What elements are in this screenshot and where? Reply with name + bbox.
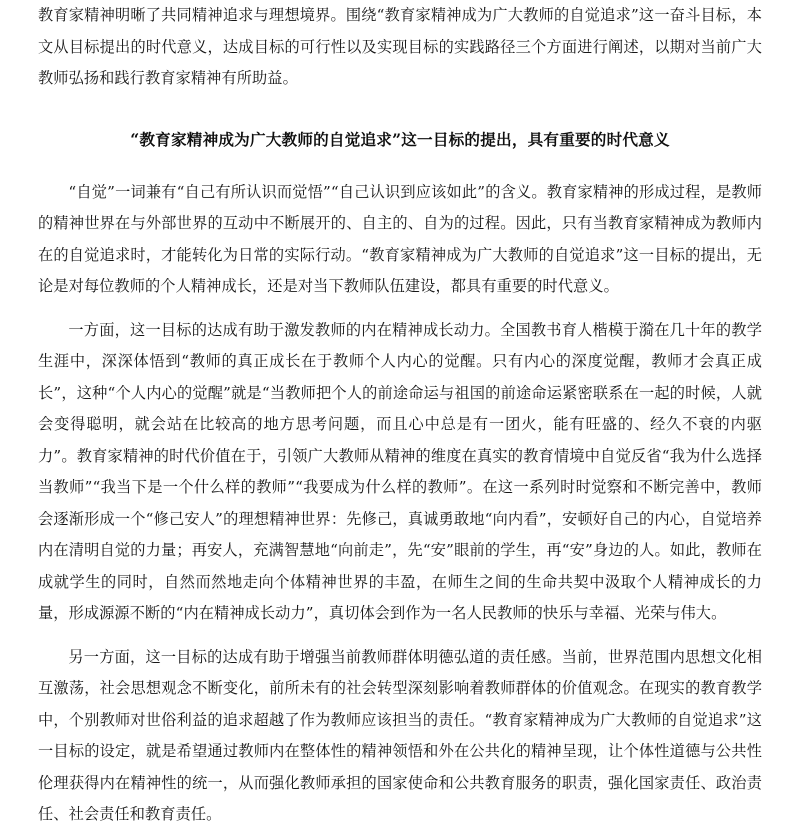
- continued-paragraph: 教育家精神明晰了共同精神追求与理想境界。围绕“教育家精神成为广大教师的自觉追求”这一奋斗目标，本文从目标提出的时代意义，达成目标的可行性以及实现目标的实践路径三个方面进行阐述，以期对当前广大教师弘扬和践行教育家精神有所助益。: [38, 6, 762, 87]
- spacer-after-heading: [38, 155, 762, 177]
- body-paragraph-1: “自觉”一词兼有“自己有所认识而觉悟”“自己认识到应该如此”的含义。教育家精神的形成过程，是教师的精神世界在与外部世界的互动中不断展开的、自主的、自为的过程。因此，只有当教育家精神成为教师内在的自觉追求时，才能转化为日常的实际行动。“教育家精神成为广大教师的自觉追求”这一目标的提出，无论是对每位教师的个人精神成长，还是对当下教师队伍建设，都具有重要的时代意义。: [38, 182, 762, 295]
- spacer-paragraph-2: [38, 630, 762, 642]
- body-paragraph-2: 一方面，这一目标的达成有助于激发教师的内在精神成长动力。全国教书育人楷模于漪在几十年的教学生涯中，深深体悟到“教师的真正成长在于教师个人内心的觉醒。只有内心的深度觉醒，教师才会真正成长”，这种“个人内心的觉醒”就是“当教师把个人的前途命运与祖国的前途命运紧密联系在一起的时候，人就会变得聪明，就会站在比较高的地方思考问题，而且心中总是有一团火，能有旺盛的、经久不衰的内驱力”。教育家精神的时代价值在于，引领广大教师从精神的维度在真实的教育情境中自觉反省“我为什么选择当教师”“我当下是一个什么样的教师”“我要成为什么样的教师”。在这一系列时时觉察和不断完善中，教师会逐渐形成一个“修己安人”的理想精神世界：先修己，真诚勇敢地“向内看”，安顿好自己的内心，自觉培养内在清明自觉的力量；再安人，充满智慧地“向前走”，先“安”眼前的学生，再“安”身边的人。如此，教师在成就学生的同时，自然而然地走向个体精神世界的丰盈，在师生之间的生命共契中汲取个人精神成长的力量，形成源源不断的“内在精神成长动力”，真切体会到作为一名人民教师的快乐与幸福、光荣与伟大。: [38, 320, 762, 622]
- body-paragraph-3: 另一方面，这一目标的达成有助于增强当前教师群体明德弘道的责任感。当前，世界范围内思想文化相互激荡，社会思想观念不断变化，前所未有的社会转型深刻影响着教师群体的价值观念。在现实的教育教学中，个别教师对世俗利益的追求超越了作为教师应该担当的责任。“教育家精神成为广大教师的自觉追求”这一目标的设定，就是希望通过教师内在整体性的精神领悟和外在公共化的精神呈现，让个体性道德与公共性伦理获得内在精神性的统一，从而强化教师承担的国家使命和公共教育服务的职责，强化国家责任、政治责任、社会责任和教育责任。: [38, 647, 762, 823]
- section-heading: “教育家精神成为广大教师的自觉追求”这一目标的提出，具有重要的时代意义: [130, 129, 670, 149]
- spacer-before-heading: [38, 95, 762, 125]
- continued-paragraph-block: [38, 0, 762, 95]
- spacer-paragraph-1: [38, 303, 762, 315]
